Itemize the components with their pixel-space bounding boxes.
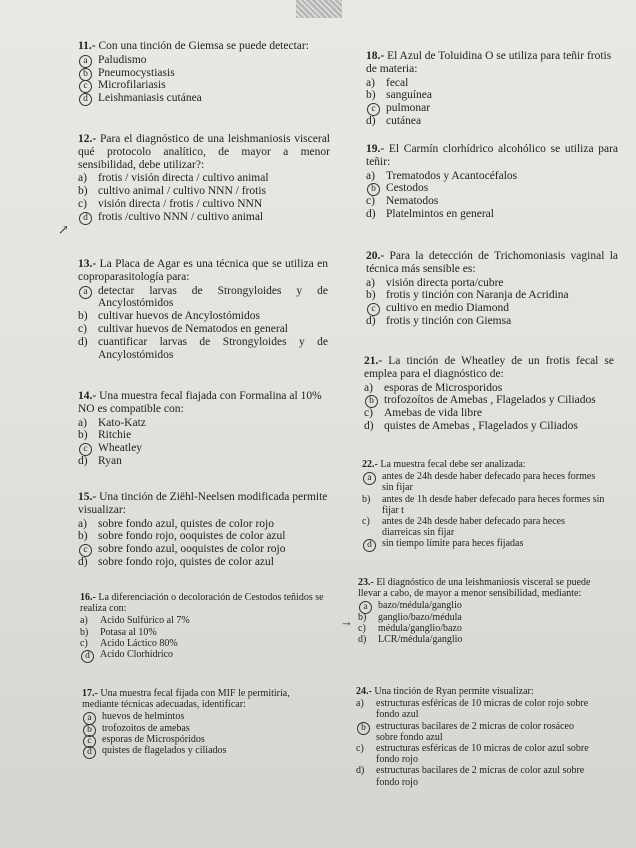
question-number: 14.- <box>78 390 97 402</box>
option-text: Potasa al 10% <box>100 626 157 638</box>
option-text: frotis / visión directa / cultivo animal <box>98 172 269 185</box>
question-stem <box>358 577 600 599</box>
option-text: Paludismo <box>98 53 147 66</box>
circled-option-letter: d <box>79 212 92 225</box>
answer-option <box>78 172 330 185</box>
option-text: cultivar huevos de Nematodos en general <box>98 322 289 335</box>
answer-option <box>358 600 600 611</box>
option-text: estructuras esféricas de 10 micras de color rojo sobre fondo azul <box>376 698 589 721</box>
option-letter: c) <box>78 322 87 335</box>
question-text: El Azul de Toluidina O se utiliza para teñir frotis de materia: <box>366 50 612 75</box>
question-16 <box>80 592 326 660</box>
answer-option <box>78 429 330 442</box>
answer-option <box>78 323 328 336</box>
question-text: El diagnóstico de una leishmaniosis visceral se puede llevar a cabo, de mayor a menor sensibilidad, mediante: <box>358 577 591 600</box>
option-text: cuantificar larvas de Strongyloides y de Ancylostómidos <box>98 335 328 361</box>
option-text: Pneumocystiasis <box>98 66 175 79</box>
answer-option <box>78 417 330 430</box>
answer-option <box>78 198 330 211</box>
answer-option <box>78 54 336 67</box>
question-stem <box>364 355 614 381</box>
option-text: esporas de Microsporidos <box>384 381 503 394</box>
option-text: quistes de flagelados y ciliados <box>102 745 227 757</box>
question-stem <box>78 40 336 53</box>
hand-arrow-mark-2: → <box>340 614 353 629</box>
option-letter: a) <box>78 416 87 429</box>
option-text: trofozoitos de amebas <box>102 722 190 734</box>
question-text: Una muestra fecal fijada con MIF le permitiría, mediante técnicas adecuadas, identificar: <box>82 688 290 711</box>
circled-option-letter: c <box>83 735 96 748</box>
answer-option <box>366 289 618 302</box>
option-letter: c) <box>366 195 375 208</box>
question-stem <box>78 491 330 517</box>
option-text: pulmonar <box>386 102 431 115</box>
option-text: frotis y tinción con Giemsa <box>386 314 512 327</box>
question-22 <box>362 459 606 550</box>
option-text: Acido Clorhídrico <box>100 649 174 661</box>
answer-option <box>356 765 592 787</box>
option-letter: d) <box>366 114 376 127</box>
answer-option <box>78 442 330 455</box>
question-number: 20.- <box>366 250 385 262</box>
circled-option-letter: d <box>363 539 376 552</box>
circled-option-letter: a <box>79 286 92 299</box>
option-text: sanguínea <box>386 89 432 102</box>
question-number: 15.- <box>78 491 97 503</box>
answer-option <box>364 394 614 407</box>
answer-option <box>78 79 336 92</box>
question-stem <box>366 250 618 276</box>
option-text: Kato-Katz <box>98 416 146 429</box>
answer-option <box>78 455 330 468</box>
question-text: Una muestra fecal fiajada con Formalina al 10% NO es compatible con: <box>78 390 322 415</box>
option-text: Platelmintos en general <box>386 207 494 220</box>
option-text: cutánea <box>386 114 422 127</box>
answer-option <box>358 623 600 634</box>
option-letter: c) <box>358 622 366 634</box>
question-text: El Carmín clorhídrico alcohólico se utiliza para teñir: <box>366 143 619 168</box>
option-text: cultivo animal / cultivo NNN / frotis <box>98 185 267 198</box>
question-17 <box>82 688 328 756</box>
option-text: Nematodos <box>386 195 439 208</box>
question-number: 21.- <box>364 355 383 367</box>
option-text: Acido Láctico 80% <box>100 637 178 649</box>
question-stem <box>82 688 328 710</box>
question-text: Una tinción de Ryan permite visualizar: <box>374 686 534 697</box>
option-text: huevos de helmintos <box>102 711 185 723</box>
circled-option-letter: a <box>363 472 376 485</box>
hand-arrow-mark: ↗ <box>58 222 69 237</box>
circled-option-letter: b <box>83 724 96 737</box>
question-13 <box>78 258 328 361</box>
circled-option-letter: b <box>79 68 92 81</box>
answer-option <box>78 310 328 323</box>
option-letter: d) <box>366 207 376 220</box>
option-text: Ryan <box>98 454 122 467</box>
question-15 <box>78 491 330 569</box>
question-text: La diferenciación o decoloración de Cestodos teñidos se realiza con: <box>80 592 324 615</box>
option-text: Trematodos y Acantocéfalos <box>386 169 518 182</box>
option-text: Ritchie <box>98 429 132 442</box>
answer-option <box>364 420 614 433</box>
answer-option <box>358 634 600 645</box>
answer-option <box>364 382 614 395</box>
option-text: sobre fondo azul, ooquistes de color rojo <box>98 543 286 556</box>
question-18 <box>366 50 622 128</box>
option-text: detectar larvas de Strongyloides y de Ancylostómidos <box>98 284 328 310</box>
answer-option <box>364 407 614 420</box>
option-text: esporas de Microspóridos <box>102 733 205 745</box>
circled-option-letter: d <box>83 746 96 759</box>
option-text: quistes de Amebas , Flagelados y Ciliados <box>384 419 578 432</box>
circled-option-letter: c <box>79 443 92 456</box>
answer-option <box>82 711 328 722</box>
option-letter: c) <box>364 407 373 420</box>
circled-option-letter: c <box>367 103 380 116</box>
answer-option <box>362 538 606 549</box>
answer-option <box>362 471 606 493</box>
answer-option <box>78 543 330 556</box>
answer-option <box>366 277 618 290</box>
option-text: antes de 1h desde haber defecado para heces formes sin fijar t <box>382 493 605 516</box>
option-letter: b) <box>366 89 376 102</box>
answer-option <box>356 721 592 743</box>
circled-option-letter: a <box>83 712 96 725</box>
option-text: sobre fondo azul, quistes de color rojo <box>98 517 274 530</box>
answer-option <box>366 170 618 183</box>
answer-option <box>80 627 326 638</box>
option-text: visión directa porta/cubre <box>386 276 504 289</box>
option-text: Cestodos <box>386 182 429 195</box>
option-letter: d) <box>78 555 88 568</box>
circled-option-letter: d <box>79 93 92 106</box>
option-text: Microfilariasis <box>98 79 166 92</box>
option-text: Acido Sulfúrico al 7% <box>100 615 190 627</box>
answer-option <box>366 89 622 102</box>
question-24 <box>356 686 592 788</box>
question-12 <box>78 133 330 224</box>
answer-option <box>366 182 618 195</box>
answer-option <box>78 211 330 224</box>
option-text: frotis /cultivo NNN / cultivo animal <box>98 210 264 223</box>
answer-option <box>366 302 618 315</box>
question-number: 23.- <box>358 577 374 588</box>
question-number: 19.- <box>366 143 385 155</box>
option-text: estructuras esféricas de 10 micras de color azul sobre fondo rojo <box>376 743 589 766</box>
question-number: 18.- <box>366 50 385 62</box>
question-11 <box>78 40 336 105</box>
question-text: Con una tinción de Giemsa se puede detectar: <box>98 40 309 52</box>
answer-option <box>356 743 592 765</box>
answer-option <box>78 556 330 569</box>
circled-option-letter: c <box>79 80 92 93</box>
question-text: Para la detección de Trichomoniasis vaginal la técnica más sensible es: <box>366 250 618 275</box>
question-number: 16.- <box>80 592 96 603</box>
option-text: Wheatley <box>98 442 143 455</box>
question-stem <box>80 592 326 614</box>
answer-option <box>366 115 622 128</box>
option-letter: d) <box>366 314 376 327</box>
question-number: 11.- <box>78 40 96 52</box>
answer-option <box>366 77 622 90</box>
option-text: sin tiempo límite para heces fijadas <box>382 538 524 550</box>
option-text: antes de 24h desde haber defecado para heces formes sin fijar <box>382 471 596 494</box>
answer-option <box>80 638 326 649</box>
question-19 <box>366 143 618 221</box>
option-text: Amebas de vida libre <box>384 407 483 420</box>
option-letter: d) <box>356 765 365 777</box>
answer-option <box>356 698 592 720</box>
question-text: Una tinción de Ziëhl-Neelsen modificada permite visualizar: <box>78 491 328 516</box>
option-letter: b) <box>78 185 88 198</box>
answer-option <box>78 336 328 362</box>
option-text: ganglio/bazo/médula <box>378 611 462 623</box>
answer-option <box>78 185 330 198</box>
answer-option <box>78 285 328 311</box>
option-letter: d) <box>364 419 374 432</box>
option-letter: a) <box>366 169 375 182</box>
answer-option <box>362 516 606 538</box>
circled-option-letter: c <box>367 303 380 316</box>
answer-option <box>82 745 328 756</box>
option-text: visión directa / frotis / cultivo NNN <box>98 197 263 210</box>
answer-option <box>82 723 328 734</box>
option-text: estructuras bacilares de 2 micras de color rosáceo sobre fondo azul <box>376 720 574 743</box>
question-21 <box>364 355 614 433</box>
question-stem <box>366 50 622 76</box>
option-letter: b) <box>78 530 88 543</box>
question-stem <box>362 459 606 470</box>
option-text: antes de 24h desde haber defecado para heces diarreicas sin fijar <box>382 516 565 539</box>
answer-option <box>366 208 618 221</box>
answer-option <box>366 315 618 328</box>
circled-option-letter: d <box>81 650 94 663</box>
answer-option <box>82 734 328 745</box>
answer-option <box>80 615 326 626</box>
option-letter: a) <box>366 76 375 89</box>
option-text: sobre fondo rojo, quistes de color azul <box>98 555 274 568</box>
answer-option <box>78 67 336 80</box>
option-text: sobre fondo rojo, ooquistes de color azul <box>98 530 286 543</box>
option-text: cultivo en medio Diamond <box>386 302 509 315</box>
option-letter: a) <box>78 517 87 530</box>
circled-option-letter: c <box>79 544 92 557</box>
question-number: 13.- <box>78 258 97 270</box>
circled-option-letter: a <box>359 601 372 614</box>
option-letter: c) <box>356 743 364 755</box>
question-stem <box>78 133 330 171</box>
answer-option <box>78 518 330 531</box>
option-text: médula/ganglio/bazo <box>378 622 462 634</box>
answer-option <box>80 649 326 660</box>
option-letter: b) <box>366 289 376 302</box>
answer-option <box>358 612 600 623</box>
answer-option <box>78 92 336 105</box>
circled-option-letter: a <box>79 55 92 68</box>
answer-option <box>78 530 330 543</box>
option-letter: a) <box>366 276 375 289</box>
option-letter: a) <box>78 172 87 185</box>
option-text: fecal <box>386 76 409 89</box>
option-letter: d) <box>78 454 88 467</box>
option-letter: d) <box>78 335 88 348</box>
question-stem <box>78 390 330 416</box>
question-20 <box>366 250 618 328</box>
option-text: frotis y tinción con Naranja de Acridina <box>386 289 569 302</box>
question-number: 22.- <box>362 459 378 470</box>
question-text: La Placa de Agar es una técnica que se utiliza en coproparasitología para: <box>78 258 329 283</box>
scan-smudge <box>296 0 342 18</box>
option-letter: c) <box>362 516 370 528</box>
question-stem <box>356 686 592 697</box>
option-letter: b) <box>362 493 371 505</box>
question-text: La tinción de Wheatley de un frotis fecal se emplea para el diagnóstico de: <box>364 355 615 380</box>
circled-option-letter: b <box>357 722 370 735</box>
option-letter: b) <box>78 310 88 323</box>
option-text: estructuras bacilares de 2 micras de color azul sobre fondo rojo <box>376 765 585 788</box>
circled-option-letter: b <box>367 183 380 196</box>
option-text: bazo/médula/ganglio <box>378 600 462 612</box>
question-stem <box>78 258 328 284</box>
question-stem <box>366 143 618 169</box>
question-text: Para el diagnóstico de una leishmaniosis visceral qué protocolo analítico, de mayor a menor sensibilidad, debe utilizar?: <box>78 133 330 171</box>
option-letter: b) <box>358 611 367 623</box>
question-number: 24.- <box>356 686 372 697</box>
question-number: 12.- <box>78 133 97 145</box>
option-letter: c) <box>78 197 87 210</box>
question-14 <box>78 390 330 468</box>
option-text: cultivar huevos de Ancylostómidos <box>98 310 260 323</box>
option-letter: b) <box>78 429 88 442</box>
option-text: Leishmaniasis cutánea <box>98 92 202 105</box>
option-letter: c) <box>80 637 88 649</box>
option-letter: a) <box>356 698 364 710</box>
question-23 <box>358 577 600 645</box>
answer-option <box>366 102 622 115</box>
question-number: 17.- <box>82 688 98 699</box>
option-letter: a) <box>80 615 88 627</box>
answer-option <box>366 195 618 208</box>
option-letter: b) <box>80 626 89 638</box>
option-letter: d) <box>358 634 367 646</box>
option-letter: a) <box>364 381 373 394</box>
option-text: LCR/médula/ganglio <box>378 634 463 646</box>
circled-option-letter: b <box>365 395 378 408</box>
question-text: La muestra fecal debe ser analizada: <box>380 459 526 470</box>
option-text: trofozoítos de Amebas , Flagelados y Ciliados <box>384 394 596 407</box>
answer-option <box>362 494 606 516</box>
